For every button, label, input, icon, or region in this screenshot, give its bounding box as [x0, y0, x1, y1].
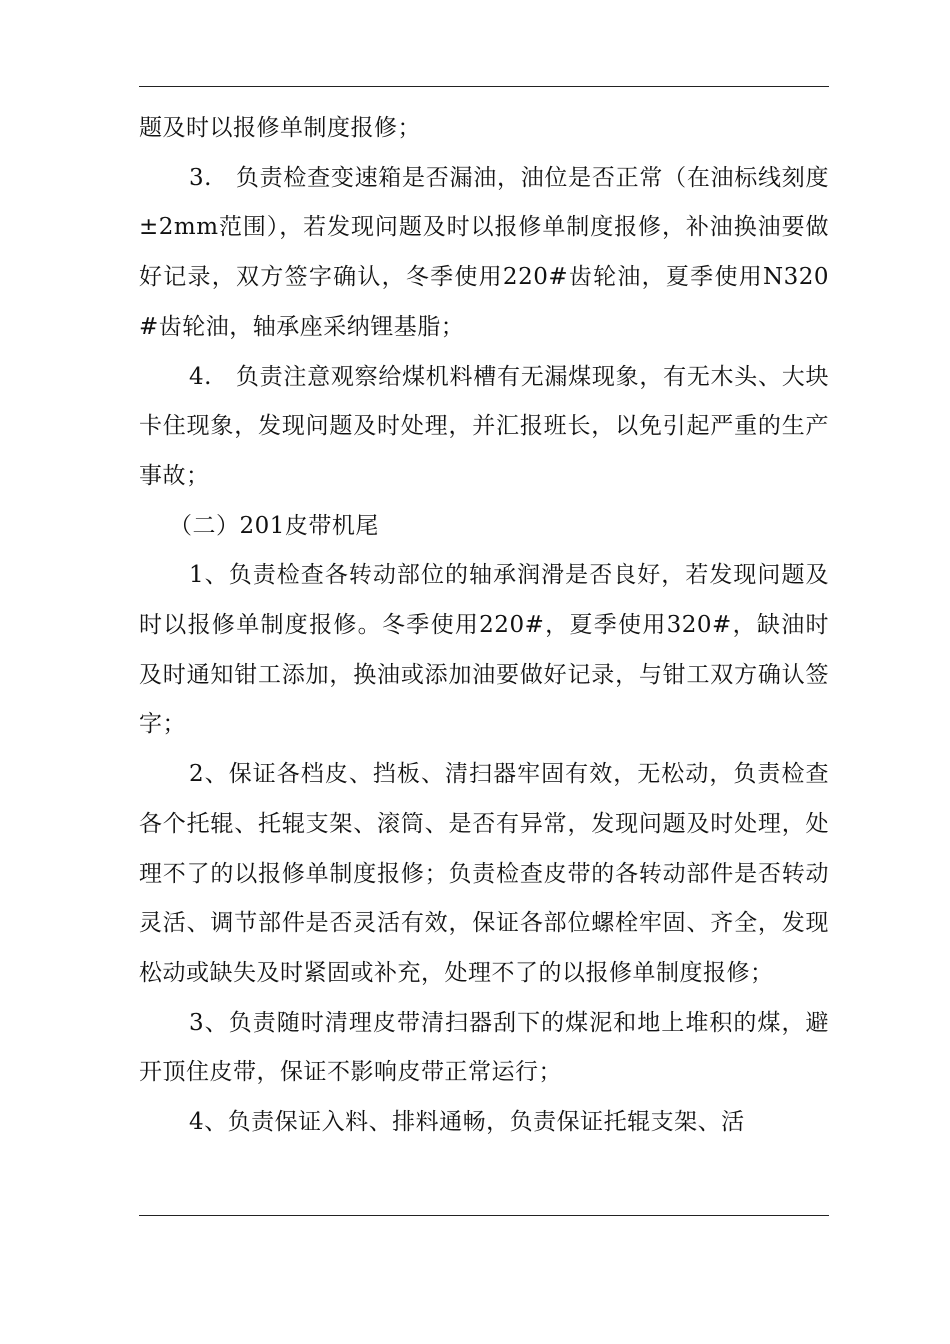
- paragraph-item-2-component-check: 2、保证各档皮、挡板、清扫器牢固有效，无松动，负责检查各个托辊、托辊支架、滚筒、是否有异常，发现问题及时处理，处理不了的以报修单制度报修；负责检查皮带的各转动部件是否转动灵活、调节部件是否灵活有效，保证各部位螺栓牢固、齐全，发现松动或缺失及时紧固或补充，处理不了的以报修单制度报修；: [139, 761, 829, 986]
- paragraph-continuation: 题及时以报修单制度报修；: [139, 115, 421, 141]
- paragraph-item-1-bearing-lubrication: 1、负责检查各转动部位的轴承润滑是否良好，若发现问题及时以报修单制度报修。冬季使用220#，夏季使用320#，缺油时及时通知钳工添加，换油或添加油要做好记录，与钳工双方确认签字；: [139, 562, 829, 738]
- footer-rule: [139, 1215, 829, 1216]
- section-heading-201-belt-tail: （二）201皮带机尾: [169, 512, 379, 539]
- header-rule: [139, 86, 829, 87]
- paragraph-item-4-feeder-check: 4. 负责注意观察给煤机料槽有无漏煤现象，有无木头、大块卡住现象，发现问题及时处理，并汇报班长，以免引起严重的生产事故；: [139, 363, 829, 489]
- paragraph-item-3-cleaning: 3、负责随时清理皮带清扫器刮下的煤泥和地上堆积的煤，避开顶住皮带，保证不影响皮带正常运行；: [139, 1009, 829, 1086]
- paragraph-item-3-gearbox-check: 3. 负责检查变速箱是否漏油，油位是否正常（在油标线刻度±2mm范围），若发现问题及时以报修单制度报修，补油换油要做好记录，双方签字确认，冬季使用220#齿轮油，夏季使用N320#齿轮油，轴承座采纳锂基脂；: [139, 164, 829, 340]
- document-body: [139, 104, 829, 1148]
- paragraph-item-4-material-flow: 4、负责保证入料、排料通畅，负责保证托辊支架、活: [189, 1109, 745, 1136]
